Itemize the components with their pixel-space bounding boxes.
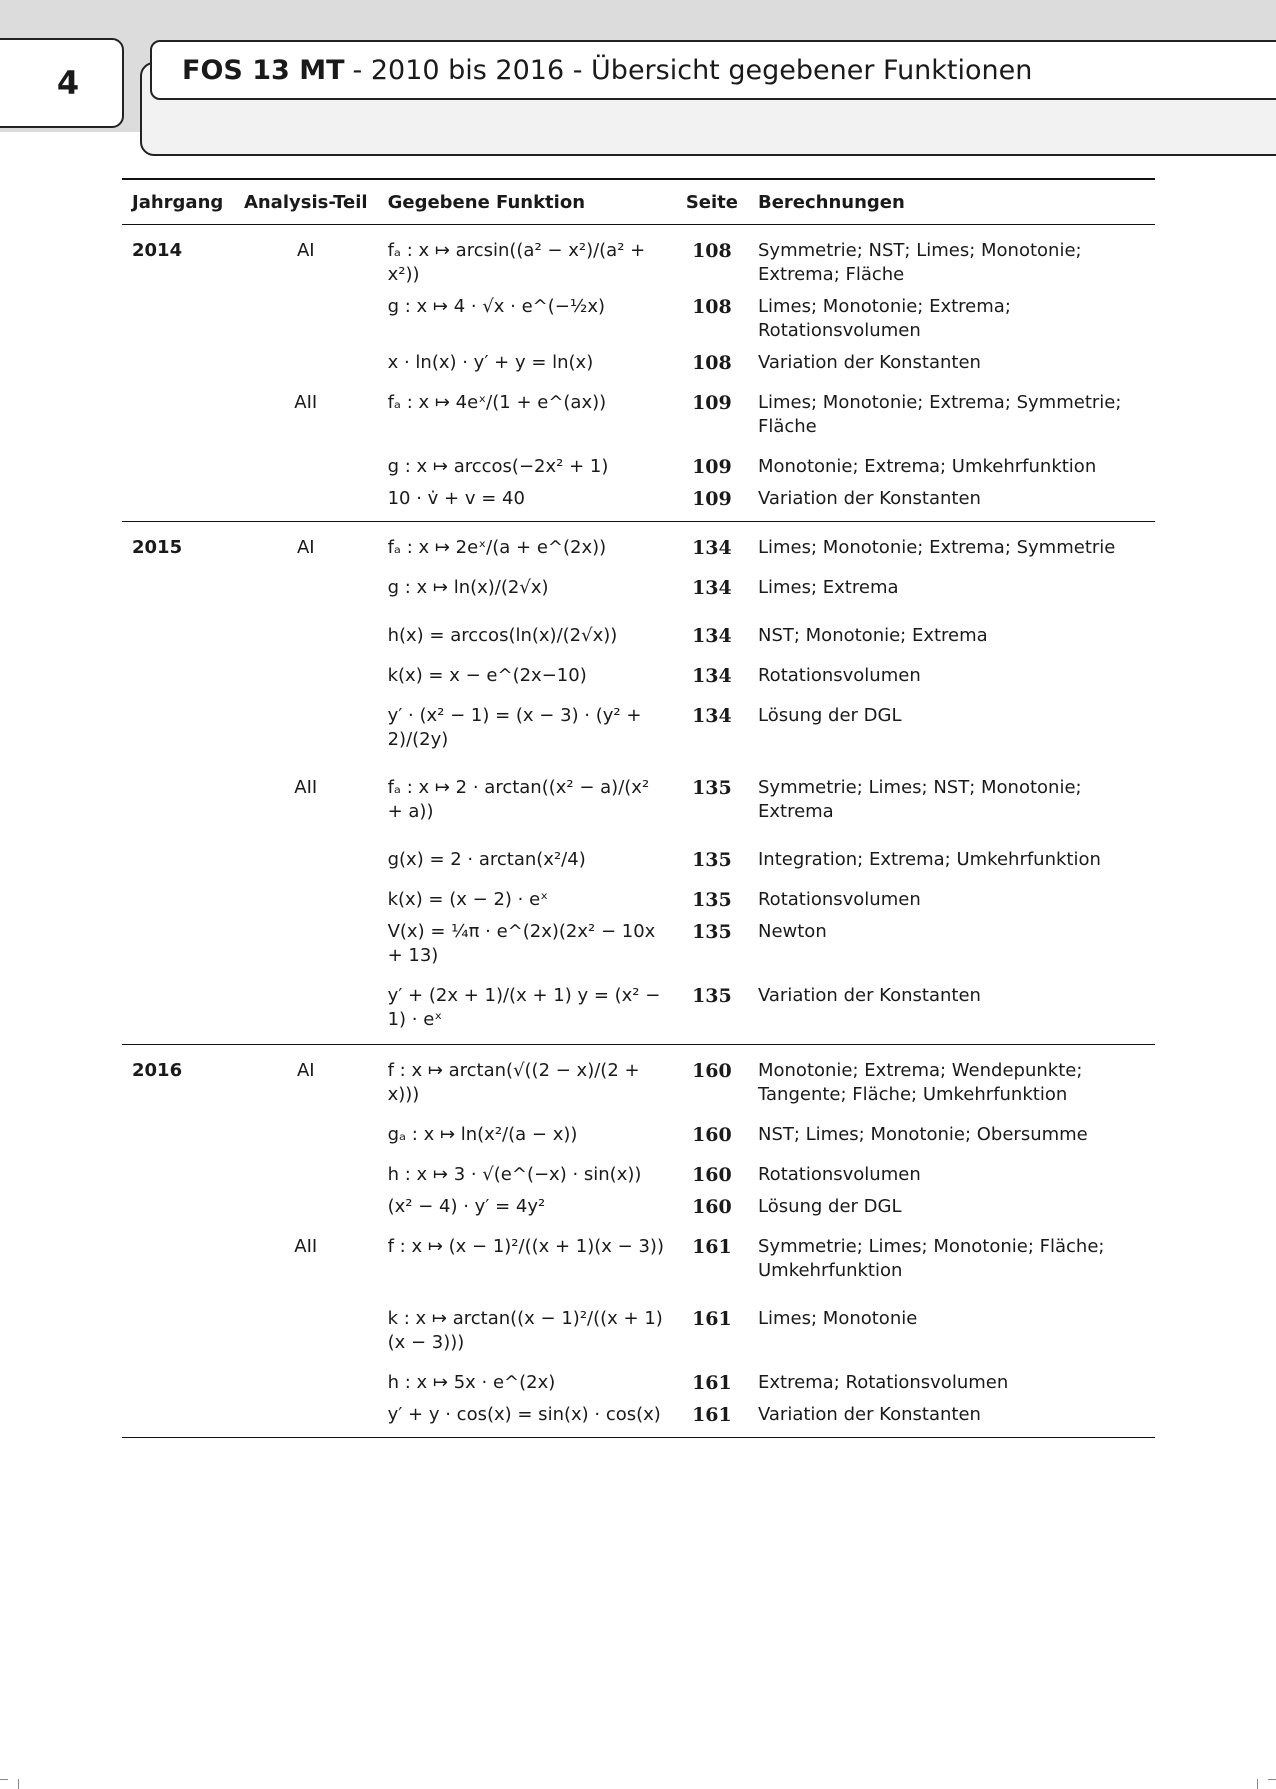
table-header-row bbox=[122, 179, 1155, 225]
cell-func: h : x ↦ 5x · e^(2x) bbox=[387, 1372, 556, 1393]
title-course: FOS 13 MT bbox=[182, 54, 345, 86]
cell-calc: Limes; Monotonie bbox=[757, 1308, 918, 1329]
cell-func: f : x ↦ (x − 1)²/((x + 1)(x − 3)) bbox=[387, 1236, 664, 1257]
cell-year bbox=[122, 836, 234, 884]
cell-func: V(x) = ¼π · e^(2x)(2x² − 10x + 13) bbox=[387, 921, 656, 966]
cell-page: 135 bbox=[692, 777, 732, 799]
crop-mark bbox=[1268, 1779, 1276, 1780]
table-row bbox=[122, 612, 1155, 660]
column-header: Gegebene Funktion bbox=[378, 179, 676, 225]
cell-part bbox=[234, 916, 378, 972]
cell-func: h : x ↦ 3 · √(e^(−x) · sin(x)) bbox=[387, 1164, 642, 1185]
cell-page: 135 bbox=[676, 972, 748, 1045]
cell-func: g(x) = 2 · arctan(x²/4) bbox=[387, 849, 586, 870]
cell-part bbox=[234, 1399, 378, 1438]
cell-func: h(x) = arccos(ln(x)/(2√x)) bbox=[387, 625, 618, 646]
cell-calc: Lösung der DGL bbox=[757, 1196, 902, 1217]
cell-page: 134 bbox=[692, 625, 732, 647]
table-row bbox=[122, 1159, 1155, 1191]
cell-func: fₐ : x ↦ 4eˣ/(1 + e^(ax)) bbox=[387, 392, 607, 413]
cell-calc: Rotationsvolumen bbox=[757, 665, 921, 686]
cell-page: 160 bbox=[692, 1124, 732, 1146]
cell-calc: Monotonie; Extrema; Wendepunkte; Tangente; Fläche; Umkehrfunktion bbox=[757, 1060, 1083, 1105]
cell-func: fₐ : x ↦ 2 · arctan((x² − a)/(x² + a)) bbox=[387, 777, 650, 822]
cell-year bbox=[122, 612, 234, 660]
cell-page: 135 bbox=[692, 921, 732, 943]
cell-part bbox=[234, 1159, 378, 1191]
crop-mark bbox=[0, 1779, 8, 1780]
table-row bbox=[122, 1223, 1155, 1295]
cell-func: k(x) = (x − 2) · eˣ bbox=[387, 889, 549, 910]
table-row bbox=[122, 764, 1155, 836]
cell-page: 160 bbox=[692, 1060, 732, 1082]
cell-part bbox=[234, 660, 378, 692]
cell-part: AII bbox=[294, 1236, 318, 1257]
cell-part bbox=[234, 692, 378, 764]
cell-year bbox=[122, 884, 234, 916]
table-body bbox=[122, 225, 1155, 1438]
cell-page: 108 bbox=[692, 296, 732, 318]
table-row bbox=[122, 1399, 1155, 1438]
table-row bbox=[122, 836, 1155, 884]
cell-year bbox=[122, 1295, 234, 1367]
cell-func: k(x) = x − e^(2x−10) bbox=[387, 665, 587, 686]
cell-part bbox=[234, 1111, 378, 1159]
table-row bbox=[122, 225, 1155, 292]
cell-calc: Limes; Extrema bbox=[757, 577, 899, 598]
cell-calc: Rotationsvolumen bbox=[757, 889, 921, 910]
title-subtitle: - 2010 bis 2016 - Übersicht gegebener Funktionen bbox=[352, 54, 1033, 86]
table-row bbox=[122, 1191, 1155, 1223]
cell-part: AI bbox=[296, 240, 315, 261]
cell-func: gₐ : x ↦ ln(x²/(a − x)) bbox=[387, 1124, 578, 1145]
cell-year: 2015 bbox=[132, 537, 183, 558]
cell-part bbox=[234, 1295, 378, 1367]
cell-calc: Integration; Extrema; Umkehrfunktion bbox=[757, 849, 1101, 870]
table-row bbox=[122, 379, 1155, 451]
cell-func: g : x ↦ arccos(−2x² + 1) bbox=[387, 456, 609, 477]
crop-mark bbox=[1257, 1779, 1258, 1789]
column-header: Analysis-Teil bbox=[234, 179, 378, 225]
cell-func: y′ + y · cos(x) = sin(x) · cos(x) bbox=[378, 1399, 676, 1438]
cell-calc: Lösung der DGL bbox=[757, 705, 902, 726]
cell-page: 108 bbox=[692, 352, 732, 374]
cell-calc: Variation der Konstanten bbox=[757, 352, 981, 373]
cell-func: y′ · (x² − 1) = (x − 3) · (y² + 2)/(2y) bbox=[387, 705, 642, 750]
cell-part bbox=[234, 291, 378, 347]
cell-func: (x² − 4) · y′ = 4y² bbox=[387, 1196, 546, 1217]
cell-part: AI bbox=[296, 537, 315, 558]
cell-year bbox=[122, 1399, 234, 1438]
table-row bbox=[122, 1367, 1155, 1399]
cell-calc: Variation der Konstanten bbox=[748, 1399, 1155, 1438]
cell-calc: Limes; Monotonie; Extrema; Symmetrie; Fläche bbox=[757, 392, 1122, 437]
cell-page: 134 bbox=[692, 537, 732, 559]
cell-func: x · ln(x) · y′ + y = ln(x) bbox=[387, 352, 594, 373]
cell-year: 2014 bbox=[132, 240, 183, 261]
table-row bbox=[122, 692, 1155, 764]
cell-calc: NST; Limes; Monotonie; Obersumme bbox=[757, 1124, 1088, 1145]
cell-year bbox=[122, 1191, 234, 1223]
cell-year bbox=[122, 347, 234, 379]
cell-part: AI bbox=[296, 1060, 315, 1081]
table-row bbox=[122, 884, 1155, 916]
cell-page: 109 bbox=[676, 483, 748, 522]
cell-page: 109 bbox=[692, 392, 732, 414]
cell-func: f : x ↦ arctan(√((2 − x)/(2 + x))) bbox=[387, 1060, 640, 1105]
table-row bbox=[122, 916, 1155, 972]
cell-part bbox=[234, 836, 378, 884]
cell-page: 161 bbox=[692, 1236, 732, 1258]
cell-part bbox=[234, 1367, 378, 1399]
cell-calc: Monotonie; Extrema; Umkehrfunktion bbox=[757, 456, 1097, 477]
cell-page: 134 bbox=[692, 705, 732, 727]
cell-year bbox=[122, 660, 234, 692]
cell-year bbox=[122, 1159, 234, 1191]
table-row bbox=[122, 451, 1155, 483]
cell-page: 161 bbox=[692, 1372, 732, 1394]
cell-part bbox=[234, 884, 378, 916]
table-row bbox=[122, 347, 1155, 379]
cell-year bbox=[122, 379, 234, 451]
table-row bbox=[122, 483, 1155, 522]
cell-calc: Limes; Monotonie; Extrema; Rotationsvolumen bbox=[757, 296, 1011, 341]
column-header: Jahrgang bbox=[122, 179, 234, 225]
cell-calc: Rotationsvolumen bbox=[757, 1164, 921, 1185]
cell-func: g : x ↦ ln(x)/(2√x) bbox=[387, 577, 549, 598]
cell-func: y′ + (2x + 1)/(x + 1) y = (x² − 1) · eˣ bbox=[378, 972, 676, 1045]
cell-func: 10 · v̇ + v = 40 bbox=[378, 483, 676, 522]
cell-year bbox=[122, 692, 234, 764]
cell-page: 161 bbox=[676, 1399, 748, 1438]
page-number: 4 bbox=[0, 38, 124, 128]
cell-year bbox=[122, 972, 234, 1045]
cell-calc: Symmetrie; NST; Limes; Monotonie; Extrema; Fläche bbox=[757, 240, 1082, 285]
cell-year bbox=[122, 483, 234, 522]
functions-table bbox=[122, 178, 1155, 1438]
cell-page: 134 bbox=[692, 577, 732, 599]
cell-page: 161 bbox=[692, 1308, 732, 1330]
cell-year bbox=[122, 564, 234, 612]
cell-part bbox=[234, 612, 378, 660]
cell-calc: Extrema; Rotationsvolumen bbox=[757, 1372, 1009, 1393]
cell-year bbox=[122, 916, 234, 972]
cell-part: AII bbox=[294, 777, 318, 798]
cell-page: 108 bbox=[692, 240, 732, 262]
cell-calc: Symmetrie; Limes; NST; Monotonie; Extrema bbox=[757, 777, 1082, 822]
cell-page: 109 bbox=[692, 456, 732, 478]
cell-part bbox=[234, 483, 378, 522]
cell-year bbox=[122, 764, 234, 836]
table-row bbox=[122, 972, 1155, 1045]
column-header: Seite bbox=[676, 179, 748, 225]
cell-part bbox=[234, 347, 378, 379]
cell-func: k : x ↦ arctan((x − 1)²/((x + 1)(x − 3))) bbox=[387, 1308, 663, 1353]
cell-func: fₐ : x ↦ 2eˣ/(a + e^(2x)) bbox=[387, 537, 607, 558]
cell-page: 135 bbox=[692, 849, 732, 871]
table-row bbox=[122, 660, 1155, 692]
table-row bbox=[122, 1045, 1155, 1112]
cell-year bbox=[122, 1367, 234, 1399]
cell-calc: NST; Monotonie; Extrema bbox=[757, 625, 988, 646]
table-row bbox=[122, 564, 1155, 612]
cell-page: 134 bbox=[692, 665, 732, 687]
cell-year bbox=[122, 1111, 234, 1159]
cell-part bbox=[234, 1191, 378, 1223]
cell-func: fₐ : x ↦ arcsin((a² − x²)/(a² + x²)) bbox=[387, 240, 646, 285]
table-row bbox=[122, 1295, 1155, 1367]
cell-part: AII bbox=[294, 392, 318, 413]
cell-page: 135 bbox=[692, 889, 732, 911]
cell-part bbox=[234, 972, 378, 1045]
crop-mark bbox=[18, 1779, 19, 1789]
cell-year bbox=[122, 291, 234, 347]
table-row bbox=[122, 291, 1155, 347]
cell-calc: Variation der Konstanten bbox=[748, 972, 1155, 1045]
cell-page: 160 bbox=[692, 1164, 732, 1186]
page-title bbox=[150, 40, 1276, 100]
cell-part bbox=[234, 564, 378, 612]
cell-page: 160 bbox=[692, 1196, 732, 1218]
table-row bbox=[122, 522, 1155, 565]
cell-calc: Symmetrie; Limes; Monotonie; Fläche; Umkehrfunktion bbox=[757, 1236, 1105, 1281]
cell-year: 2016 bbox=[132, 1060, 183, 1081]
column-header: Berechnungen bbox=[748, 179, 1155, 225]
cell-year bbox=[122, 451, 234, 483]
cell-year bbox=[122, 1223, 234, 1295]
cell-part bbox=[234, 451, 378, 483]
cell-calc: Newton bbox=[757, 921, 827, 942]
cell-calc: Limes; Monotonie; Extrema; Symmetrie bbox=[757, 537, 1116, 558]
table-row bbox=[122, 1111, 1155, 1159]
cell-func: g : x ↦ 4 · √x · e^(−½x) bbox=[387, 296, 605, 317]
cell-calc: Variation der Konstanten bbox=[748, 483, 1155, 522]
